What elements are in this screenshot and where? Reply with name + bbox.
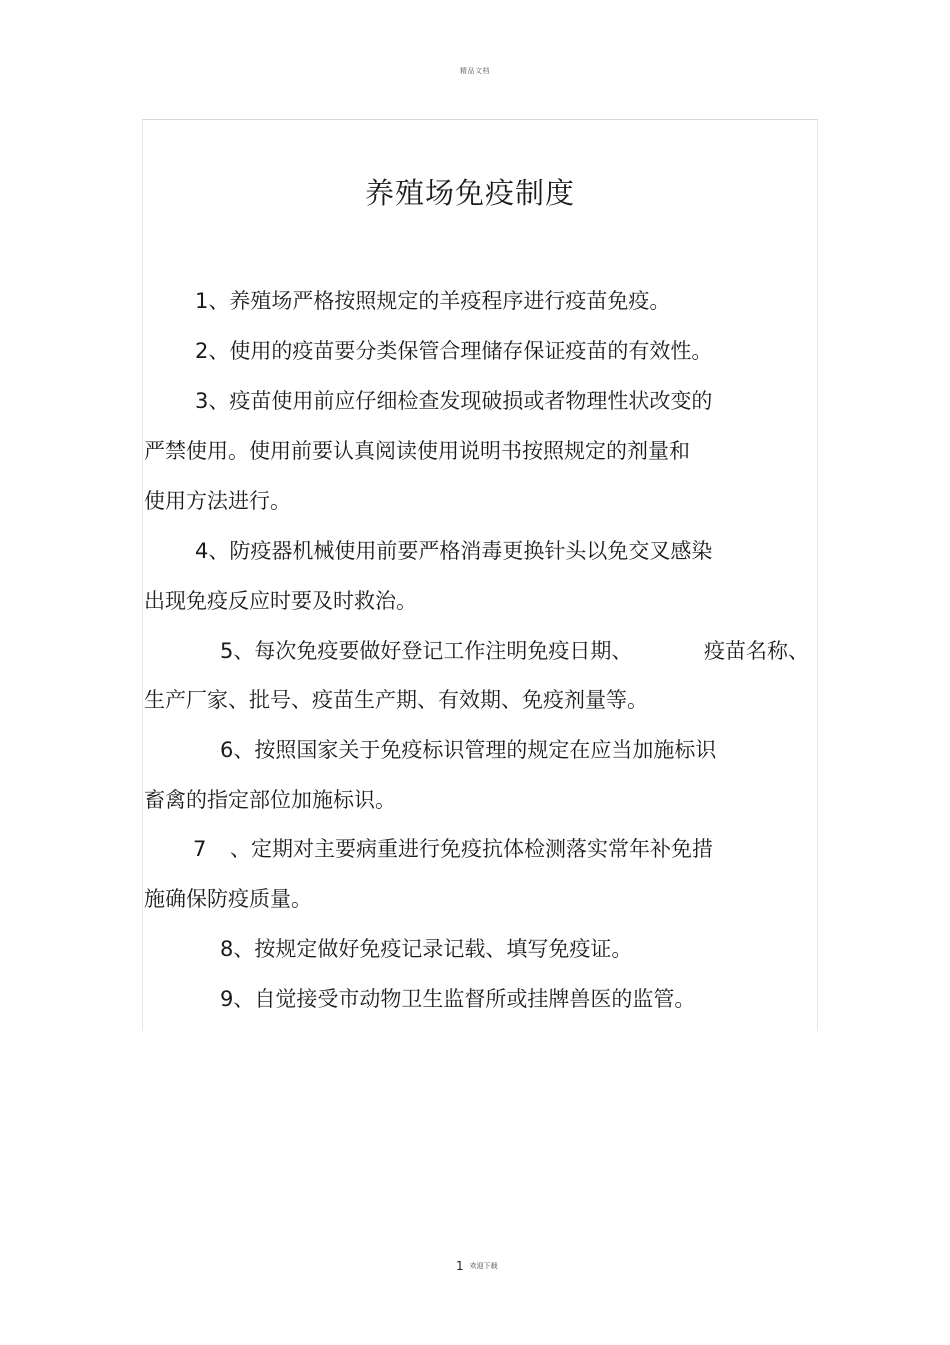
rule-9-line-1: 9、自觉接受市动物卫生监督所或挂牌兽医的监管。 (220, 987, 696, 1011)
rule-5-line-2: 生产厂家、批号、疫苗生产期、有效期、免疫剂量等。 (144, 688, 648, 712)
document-title: 养殖场免疫制度 (364, 176, 575, 210)
rule-3-line-2: 严禁使用。使用前要认真阅读使用说明书按照规定的剂量和 (144, 439, 690, 463)
rule-4-line-1: 4、防疫器机械使用前要严格消毒更换针头以免交叉感染 (195, 539, 713, 563)
rule-2-line-1: 2、使用的疫苗要分类保管合理储存保证疫苗的有效性。 (195, 339, 713, 363)
rule-7-line-2: 施确保防疫质量。 (144, 887, 312, 911)
header-label: 精品文档 (460, 67, 490, 75)
rule-5-line-1a: 5、每次免疫要做好登记工作注明免疫日期、 (220, 639, 633, 663)
rule-7-line-1: 、定期对主要病重进行免疫抗体检测落实常年补免措 (230, 837, 713, 861)
page-footer (456, 1259, 498, 1273)
page-number: 1 (456, 1259, 464, 1273)
rule-6-line-1: 6、按照国家关于免疫标识管理的规定在应当加施标识 (220, 738, 717, 762)
rule-5-line-1b: 疫苗名称、 (704, 639, 809, 663)
rule-3-line-1: 3、疫苗使用前应仔细检查发现破损或者物理性状改变的 (195, 389, 713, 413)
rule-3-line-3: 使用方法进行。 (144, 489, 291, 513)
rule-7-number: 7 (193, 837, 207, 861)
rule-1-line-1: 1、养殖场严格按照规定的羊疫程序进行疫苗免疫。 (195, 289, 671, 313)
rule-6-line-2: 畜禽的指定部位加施标识。 (144, 788, 396, 812)
footer-text: 欢迎下载 (469, 1262, 498, 1270)
rule-4-line-2: 出现免疫反应时要及时救治。 (144, 589, 417, 613)
rule-8-line-1: 8、按规定做好免疫记录记载、填写免疫证。 (220, 937, 633, 961)
